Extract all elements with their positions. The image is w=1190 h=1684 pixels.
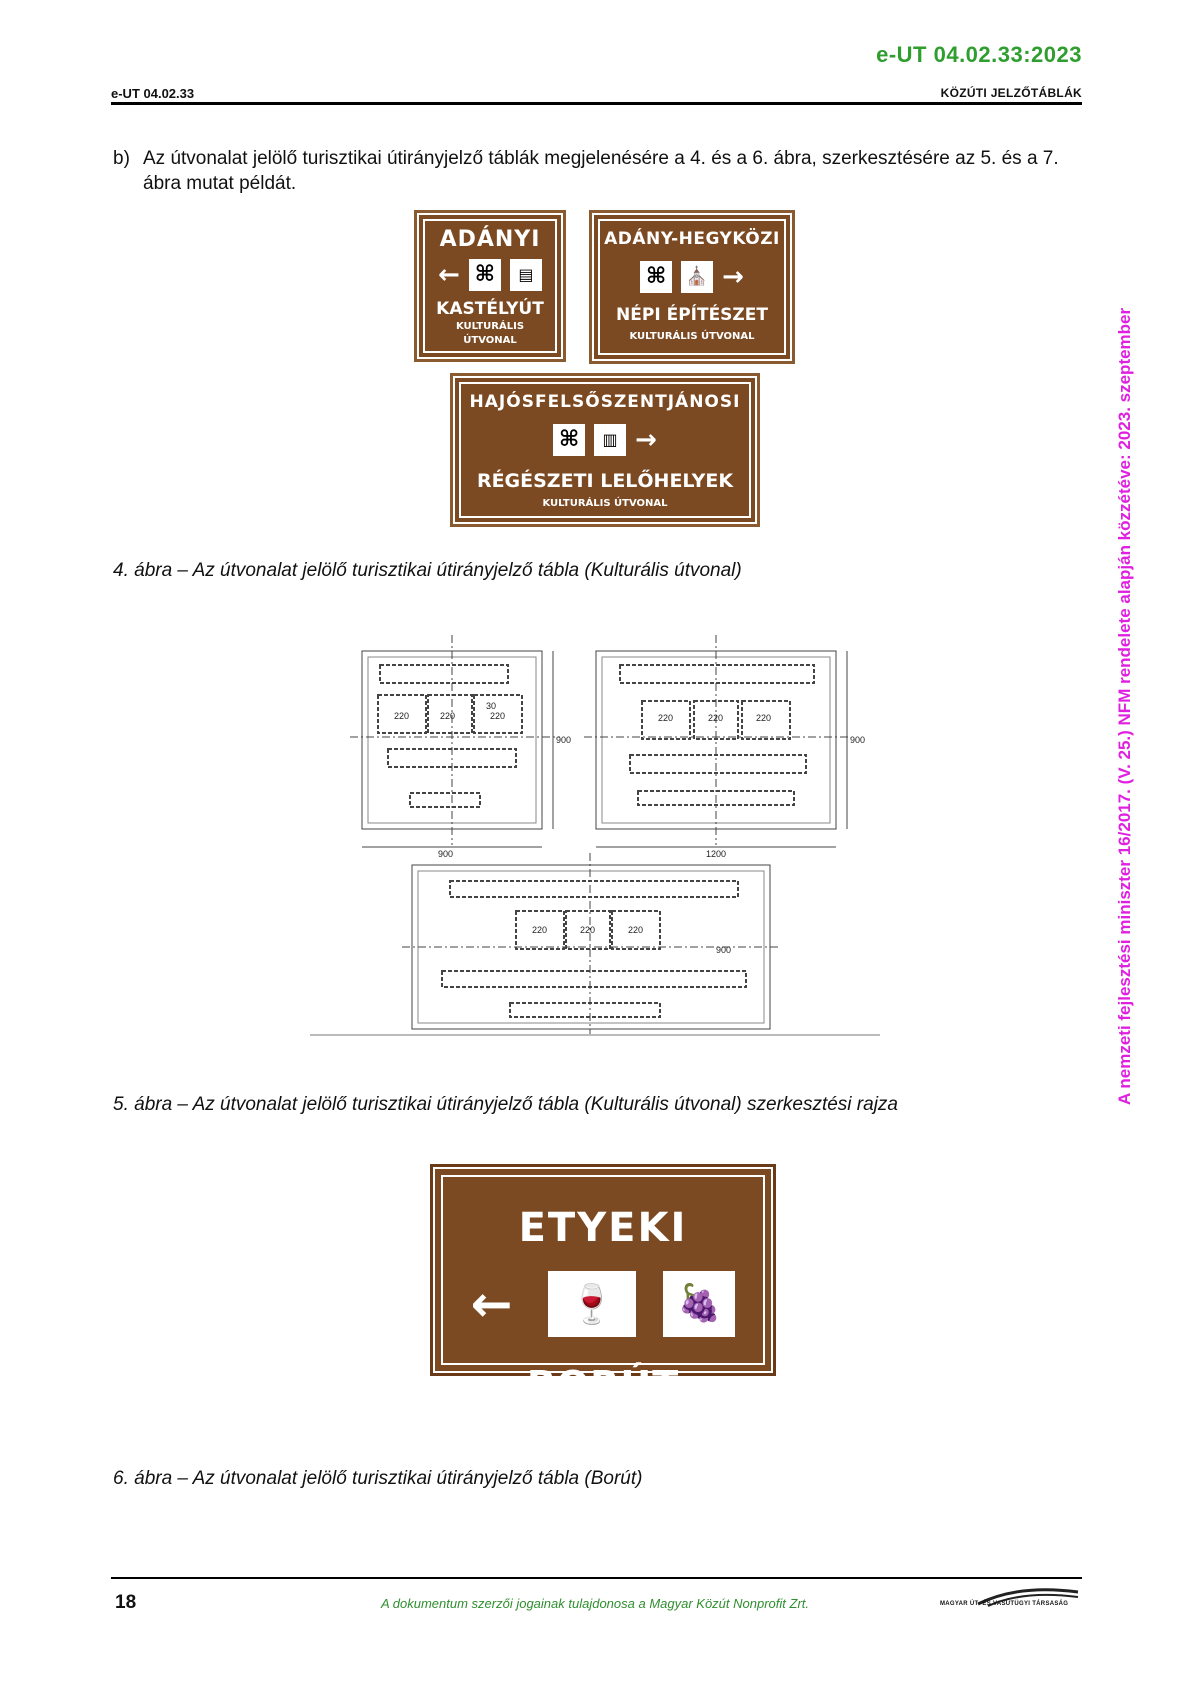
footer-rule bbox=[111, 1577, 1082, 1579]
sign-line1: RÉGÉSZETI LELŐHELYEK bbox=[476, 470, 734, 492]
dim-label: 220 bbox=[440, 711, 456, 721]
dim-label: 900 bbox=[850, 735, 866, 745]
sign-adanyi bbox=[414, 210, 566, 362]
grapes-icon: 🍇 bbox=[663, 1271, 735, 1337]
list-marker: b) bbox=[113, 148, 130, 169]
document-id: e-UT 04.02.33:2023 bbox=[876, 42, 1082, 67]
sign-line3: ÚTVONAL bbox=[463, 335, 517, 346]
route-symbol-icon: ⌘ bbox=[640, 261, 672, 293]
dim-label: 220 bbox=[490, 711, 506, 721]
header-left: e-UT 04.02.33 bbox=[111, 86, 195, 101]
sign-line1: KASTÉLYÚT bbox=[436, 299, 544, 319]
caption-figure-5: 5. ábra – Az útvonalat jelölő turisztikai útirányjelző tábla (Kulturális útvonal) szerkesztési rajza bbox=[113, 1094, 898, 1115]
sign-line2: KULTURÁLIS ÚTVONAL bbox=[629, 331, 755, 342]
drawing-1200x900 bbox=[584, 635, 850, 847]
sign-title: ADÁNYI bbox=[439, 227, 541, 252]
footer-copyright: A dokumentum szerzői jogainak tulajdonosa a Magyar Közút Nonprofit Zrt. bbox=[380, 1596, 809, 1611]
sign-title: ADÁNY-HEGYKÖZI bbox=[604, 229, 780, 249]
construction-drawing bbox=[310, 625, 900, 1065]
dim-label: 30 bbox=[486, 701, 497, 711]
route-symbol-icon: ⌘ bbox=[469, 259, 501, 291]
caption-figure-4: 4. ábra – Az útvonalat jelölő turisztikai útirányjelző tábla (Kulturális útvonal) bbox=[113, 560, 742, 581]
dim-label: 220 bbox=[658, 713, 674, 723]
dim-label: 220 bbox=[708, 713, 724, 723]
dim-label: 220 bbox=[532, 925, 548, 935]
dim-label: 900 bbox=[438, 849, 454, 859]
sign-line2: KULTURÁLIS ÚTVONAL bbox=[542, 498, 668, 509]
sign-etyeki bbox=[430, 1164, 776, 1407]
dim-label: 220 bbox=[580, 925, 596, 935]
sign-line1: NÉPI ÉPÍTÉSZET bbox=[616, 305, 768, 325]
sign-title: HAJÓSFELSŐSZENTJÁNOSI bbox=[469, 392, 741, 412]
sign-adany-hegykozi bbox=[589, 210, 795, 364]
header-rule bbox=[111, 102, 1082, 105]
sign-hajosfelsoszentjanosi bbox=[450, 373, 760, 527]
wine-icon: 🍷 bbox=[548, 1271, 636, 1337]
paragraph-text: Az útvonalat jelölő turisztikai útirányjelző táblák megjelenésére a 4. és a 6. ábra, szerkesztésére az 5. és a 7. ábra mutat példát. bbox=[143, 148, 1059, 194]
sign-bottom: BORÚT bbox=[526, 1363, 680, 1407]
dim-label: 220 bbox=[394, 711, 410, 721]
dim-label: 220 bbox=[756, 713, 772, 723]
side-note: A nemzeti fejlesztési miniszter 16/2017. (V. 25.) NFM rendelete alapján közzétéve: 2023. szeptember bbox=[1115, 307, 1134, 1105]
dim-label: 900 bbox=[556, 735, 572, 745]
sign-title: ETYEKI bbox=[518, 1205, 688, 1251]
arrow-left-icon: ← bbox=[438, 260, 460, 290]
ruins-icon: ▥ bbox=[594, 424, 626, 456]
arrow-right-icon: → bbox=[722, 262, 744, 292]
dim-label: 220 bbox=[628, 925, 644, 935]
drawing-wide bbox=[310, 853, 880, 1035]
drawing-900x900 bbox=[350, 635, 560, 847]
castle-icon: ▤ bbox=[510, 259, 542, 291]
logo-text: MAGYAR ÚT- ÉS VASÚTÜGYI TÁRSASÁG bbox=[940, 1601, 1069, 1607]
page-number: 18 bbox=[115, 1592, 137, 1613]
sign-line2: KULTURÁLIS bbox=[455, 321, 525, 332]
arrow-left-icon: ← bbox=[470, 1274, 513, 1333]
header-right: KÖZÚTI JELZŐTÁBLÁK bbox=[940, 86, 1082, 100]
route-symbol-icon: ⌘ bbox=[553, 424, 585, 456]
dim-label: 1200 bbox=[706, 849, 727, 859]
church-icon: ⛪ bbox=[681, 261, 713, 293]
arrow-right-icon: → bbox=[635, 425, 657, 455]
caption-figure-6: 6. ábra – Az útvonalat jelölő turisztikai útirányjelző tábla (Borút) bbox=[113, 1468, 643, 1489]
dim-label: 900 bbox=[716, 945, 732, 955]
